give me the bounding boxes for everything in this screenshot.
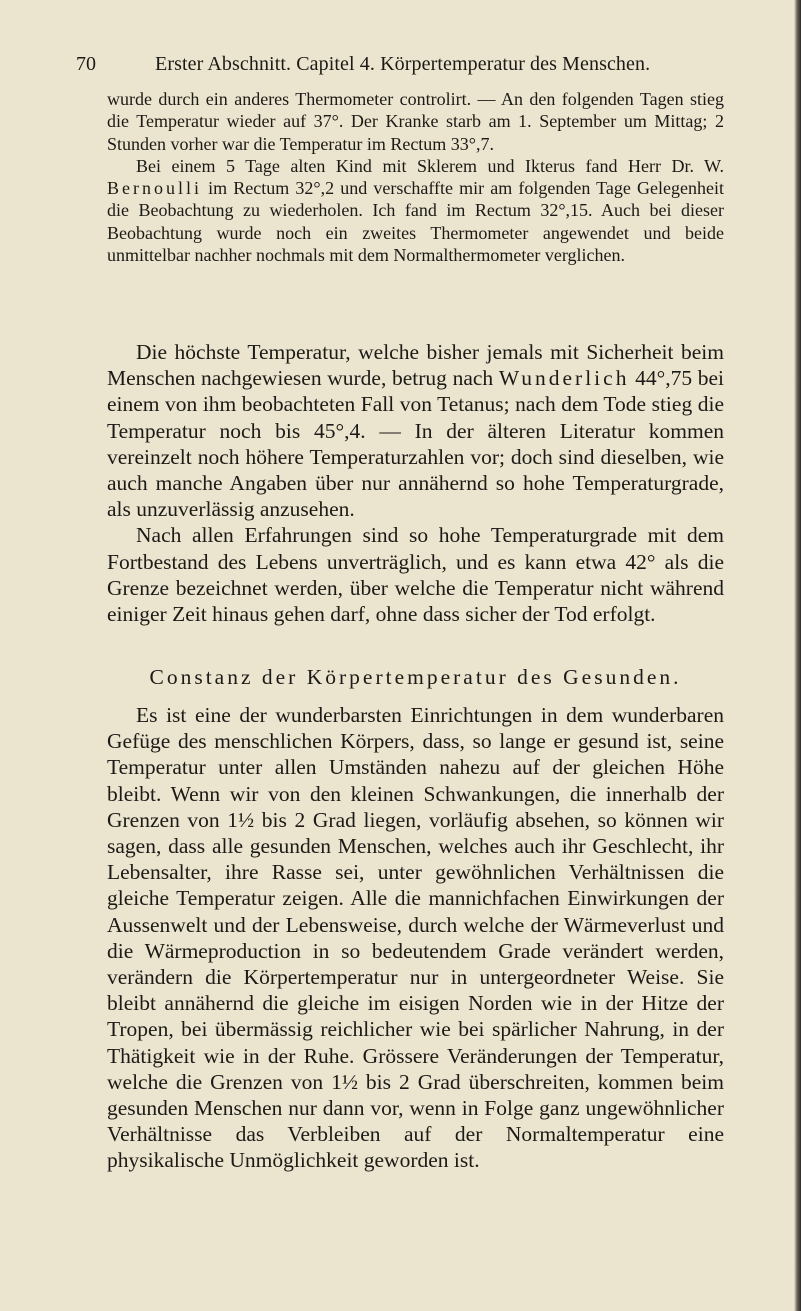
section-heading: Constanz der Körpertemperatur des Gesunden. [149,665,682,689]
section-text-block [107,702,724,1174]
paragraph-3-text-b: 44°,75 bei einem von ihm beobachteten Fall von Tetanus; nach dem Tode stieg die Temperatur noch bis 45°,4. — In der älteren Literatur kommen vereinzelt noch höhere Temperaturzahlen vor; doch sind dieselben, wie auch manche Angaben über nur annähernd so hohe Temperaturgrade, als unzuverlässig anzusehen. [107,366,724,522]
running-title: Erster Abschnitt. Capitel 4. Körpertemperatur des Menschen. [155,53,651,75]
paragraph-3-text-a: Die höchste Temperatur, welche bisher jemals mit Sicherheit beim Menschen nachgewiesen wurde, betrug nach [107,340,724,391]
paragraph-4: Nach allen Erfahrungen sind so hohe Temperaturgrade mit dem Fortbestand des Lebens unverträglich, und es kann etwa 42° als die Grenze bezeichnet werden, über welche die Temperatur nicht während einiger Zeit hinaus gehen darf, ohne dass sicher der Tod erfolgt. [107,523,724,627]
paragraph-2-text-b: im Rectum 32°,2 und verschaffte mir am folgenden Tage Gelegenheit die Beobachtung zu wiederholen. Ich fand im Rectum 32°,15. Auch bei dieser Beobachtung wurde noch ein zweites Thermometer angewendet und beide unmittelbar nachher nochmals mit dem Normalthermometer verglichen. [107,178,724,266]
page-number: 70 [76,53,96,75]
paragraph-3 [107,339,724,522]
paragraph-2-text-a: Bei einem 5 Tage alten Kind mit Sklerem und Ikterus fand Herr Dr. W. [136,155,724,176]
author-name-wunderlich: Wunderlich [498,366,630,391]
paragraph-1: wurde durch ein anderes Thermometer controlirt. — An den folgenden Tagen stieg die Temperatur wieder auf 37°. Der Kranke starb am 1. September um Mittag; 2 Stunden vorher war die Temperatur im Rectum 33°,7. [107,89,724,154]
page-edge [794,0,801,1311]
paragraph-5: Es ist eine der wunderbarsten Einrichtungen in dem wunderbaren Gefüge des menschlichen Körpers, dass, so lange er gesund ist, seine Temperatur unter allen Umständen nahezu auf der gleichen Höhe bleibt. Wenn wir von den kleinen Schwankungen, die innerhalb der Grenzen von 1½ bis 2 Grad liegen, vorläufig absehen, so können wir sagen, dass alle gesunden Menschen, welches auch ihr Geschlecht, ihr Lebensalter, ihre Rasse sei, unter gewöhnlichen Verhältnissen die gleiche Temperatur zeigen. Alle die mannichfachen Einwirkungen der Aussenwelt und der Lebensweise, durch welche der Wärmeverlust und die Wärmeproduction in so bedeutendem Grade verändert werden, verändern die Körpertemperatur nur in untergeordneter Weise. Sie bleibt annähernd die gleiche im eisigen Norden wie in der Hitze der Tropen, bei übermässig reichlicher wie bei spärlicher Nahrung, in der Thätigkeit wie in der Ruhe. Grössere Veränderungen der Temperatur, welche die Grenzen von 1½ bis 2 Grad überschreiten, kommen beim gesunden Menschen nur dann vor, wenn in Folge ganz ungewöhnlicher Verhältnisse das Verbleiben auf der Normaltemperatur eine physikalische Unmöglichkeit geworden ist. [107,703,724,1173]
author-name-bernoulli: Bernoulli [107,178,202,199]
paragraph-2 [107,155,724,266]
running-head [76,51,726,77]
small-print-block [107,88,724,266]
main-text-block [107,339,724,627]
